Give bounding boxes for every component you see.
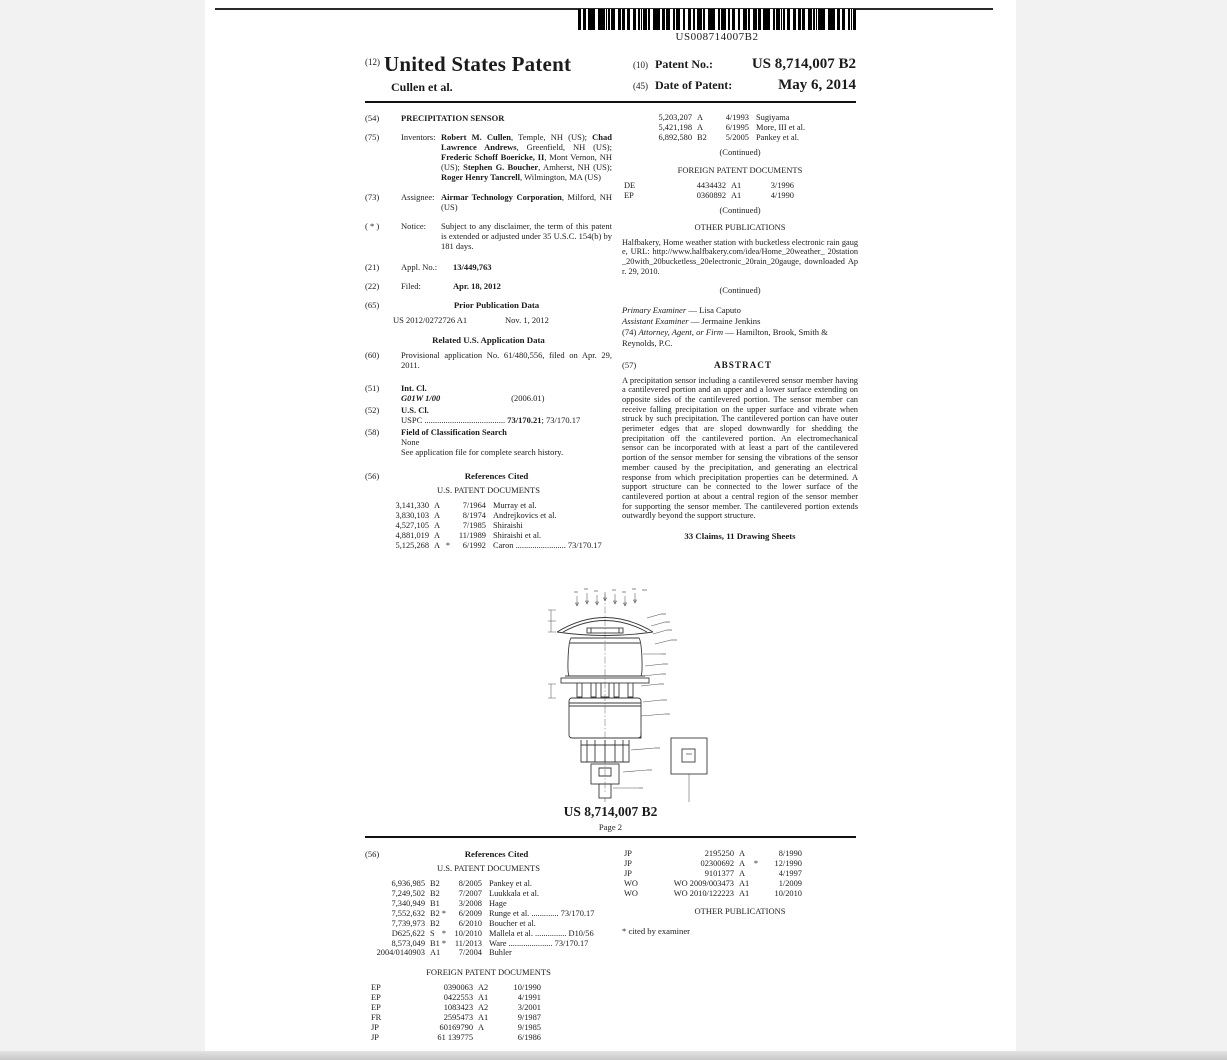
page2-foreign-right bbox=[624, 849, 858, 899]
date-label: Date of Patent: bbox=[655, 78, 733, 92]
search-line2: See application file for complete search history. bbox=[401, 447, 564, 458]
us-refs-left bbox=[379, 501, 612, 551]
electronics-box bbox=[671, 738, 707, 774]
patent-no-value: US 8,714,007 B2 bbox=[751, 56, 856, 72]
page2-field-56: (56) References Cited bbox=[365, 849, 612, 859]
page2-left-column bbox=[365, 849, 612, 1047]
field-51-int-cl: (51) Int. Cl. G01W 1/00 (2006.01) bbox=[365, 382, 545, 403]
inid-10: (10) bbox=[633, 60, 648, 70]
search-label: Field of Classification Search bbox=[401, 426, 507, 437]
assistant-examiner-line: Assistant Examiner — Jermaine Jenkins bbox=[622, 315, 761, 326]
field-21-appl-no: (21) Appl. No.: 13/449,763 bbox=[365, 262, 612, 272]
us-ref-row: 2004/0140903 A1 7/2004 Buhler bbox=[376, 948, 512, 958]
us-ref-row: 7,340,949 B1 3/2008 Hage bbox=[391, 898, 507, 908]
us-ref-row: 6,936,985 B2 8/2005 Pankey et al. bbox=[391, 879, 533, 889]
field-54-title: (54) PRECIPITATION SENSOR bbox=[365, 113, 612, 123]
patent-date-row bbox=[633, 77, 856, 94]
examiner-block bbox=[622, 305, 858, 350]
foreign-ref-row: EP 0390063 A2 10/1990 bbox=[371, 983, 541, 993]
sensor-dome bbox=[557, 618, 653, 636]
cited-by-examiner: * cited by examiner bbox=[622, 925, 691, 936]
byline: Cullen et al. bbox=[391, 80, 453, 94]
foreign-ref-row: JP 9101377 A 4/1997 bbox=[624, 868, 802, 878]
inid-45: (45) bbox=[633, 81, 648, 91]
page2-label: Page 2 bbox=[598, 822, 623, 832]
header-rule bbox=[365, 101, 856, 103]
foreign-docs-heading: FOREIGN PATENT DOCUMENTS bbox=[677, 164, 803, 175]
continued-note: (Continued) bbox=[719, 284, 761, 295]
references-heading: References Cited bbox=[464, 471, 529, 482]
patent-page bbox=[205, 0, 1016, 1053]
us-ref-row: 3,830,103 A 8/1974 Andrejkovics et al. bbox=[395, 511, 557, 521]
invention-title: PRECIPITATION SENSOR bbox=[401, 113, 505, 123]
assignee-text: Airmar Technology Corporation, Milford, NH (US) bbox=[441, 191, 612, 212]
field-73-assignee: (73) Assignee: Airmar Technology Corporation, Milford, NH (US) bbox=[365, 191, 612, 212]
page2-right-column bbox=[622, 849, 858, 936]
us-ref-row: 4,881,019 A 11/1989 Shiraishi et al. bbox=[395, 530, 542, 540]
foreign-ref-row: JP 2195250 A 8/1990 bbox=[624, 849, 802, 858]
us-ref-row: 7,249,502 B2 7/2007 Luukkala et al. bbox=[391, 889, 539, 898]
prior-pub-date: Nov. 1, 2012 bbox=[505, 315, 549, 326]
us-ref-row: 5,203,207 A 4/1993 Sugiyama bbox=[658, 113, 790, 122]
us-ref-row: D625,622 S * 10/2010 Mallela et al. ............... D10/56 bbox=[391, 928, 594, 938]
mounting-nut bbox=[581, 740, 629, 762]
prior-pub-number: US 2012/0272726 A1 bbox=[393, 315, 468, 326]
appl-no-value: 13/449,763 bbox=[453, 262, 492, 273]
continued-note: (Continued) bbox=[719, 146, 761, 157]
foreign-ref-row: EP 0360892 A1 4/1990 bbox=[624, 190, 794, 200]
primary-examiner-line: Primary Examiner — Lisa Caputo bbox=[622, 304, 741, 315]
page2-foreign-heading: FOREIGN PATENT DOCUMENTS bbox=[426, 967, 551, 978]
patent-figure bbox=[543, 588, 751, 802]
filed-value: Apr. 18, 2012 bbox=[453, 281, 501, 292]
related-data-heading: Related U.S. Application Data bbox=[432, 335, 545, 346]
patent-number-row bbox=[633, 56, 856, 73]
us-ref-row: 7,552,632 B2 * 6/2009 Runge et al. ............. 73/170.17 bbox=[391, 908, 595, 918]
us-ref-row: 7,739,973 B2 6/2010 Boucher et al. bbox=[391, 918, 536, 928]
foreign-ref-row: JP 60169790 A 9/1985 bbox=[371, 1022, 541, 1032]
int-cl-date: (2006.01) bbox=[511, 392, 545, 403]
us-ref-row: 6,892,580 B2 5/2005 Pankey et al. bbox=[658, 132, 800, 142]
patent-no-label: Patent No.: bbox=[655, 57, 713, 71]
left-column bbox=[365, 113, 612, 555]
barcode-icon bbox=[578, 9, 856, 30]
other-pubs-heading: OTHER PUBLICATIONS bbox=[694, 221, 786, 232]
barcode-number: US008714007B2 bbox=[675, 31, 759, 43]
page2-us-docs-heading: U.S. PATENT DOCUMENTS bbox=[437, 863, 540, 874]
foreign-ref-row: DE 4434432 A1 3/1996 bbox=[624, 180, 794, 190]
page2-us-refs bbox=[371, 879, 612, 958]
int-cl-label: Int. Cl. bbox=[401, 382, 427, 393]
field-notice: ( * ) Notice: Subject to any disclaimer, the term of this patent is extended or adjusted under 35 U.S.C. 154(b) by 181 days. bbox=[365, 220, 612, 251]
attorney-line: (74) Attorney, Agent, or Firm — Hamilton, Brook, Smith & Reynolds, P.C. bbox=[622, 327, 828, 349]
us-ref-row: 8,573,049 B1 * 11/2013 Ware ..................... 73/170.17 bbox=[391, 938, 589, 948]
inid-57: (57) bbox=[622, 359, 637, 370]
foreign-ref-row: WO WO 2010/122223 A1 10/2010 bbox=[624, 888, 802, 898]
field-75-inventors: (75) Inventors: Robert M. Cullen, Temple, NH (US); Chad Lawrence Andrews, Greenfield, NH (US); Frederic Schoff Boericke, II, Mont Vernon, NH (US); Stephen G. Boucher, Amherst, NH (US); Roger Henry Tancrell, Wilmington, MA (US) bbox=[365, 132, 613, 183]
abstract-heading: ABSTRACT bbox=[713, 359, 773, 370]
rain-arrows-icon bbox=[576, 592, 637, 606]
foreign-ref-row: EP 1083423 A2 3/2001 bbox=[371, 1003, 541, 1013]
foreign-ref-row: JP 02300692 A * 12/1990 bbox=[624, 858, 802, 868]
foreign-ref-row: EP 0422553 A1 4/1991 bbox=[371, 993, 541, 1003]
notice-text: Subject to any disclaimer, the term of this patent is extended or adjusted under 35 U.S.C. 154(b) by 181 days. bbox=[441, 220, 612, 251]
field-58-search: (58) Field of Classification Search None See application file for complete search history. bbox=[365, 426, 564, 458]
us-refs-right bbox=[642, 113, 858, 143]
field-22-filed: (22) Filed: Apr. 18, 2012 bbox=[365, 281, 612, 291]
page2-other-pubs-heading: OTHER PUBLICATIONS bbox=[694, 905, 786, 916]
inid-12: (12) bbox=[365, 57, 380, 67]
us-ref-row: 4,527,105 A 7/1985 Shiraishi bbox=[395, 521, 523, 531]
field-60-provisional: (60) Provisional application No. 61/480,556, filed on Apr. 29, 2011. bbox=[365, 350, 612, 371]
right-column bbox=[622, 113, 858, 541]
dimension-marks bbox=[548, 610, 556, 698]
foreign-ref-row: FR 2595473 A1 9/1987 bbox=[371, 1013, 541, 1023]
inventors-text: Robert M. Cullen, Temple, NH (US); Chad Lawrence Andrews, Greenfield, NH (US); Frederic Schoff Boericke, II, Mont Vernon, NH (US); Stephen G. Boucher, Amherst, NH (US); Roger Henry Tancrell, Wilmington, MA (US) bbox=[441, 132, 613, 183]
foreign-ref-row: WO WO 2009/003473 A1 1/2009 bbox=[624, 878, 802, 888]
page2-references-heading: References Cited bbox=[464, 849, 529, 859]
continued-note: (Continued) bbox=[719, 204, 761, 215]
other-pub-paragraph: Halfbakery, Home weather station with bucketless electronic rain gauge, URL: http://www.halfbakery.com/idea/Home_20weather_ 20station_20with_20bucketless_20electronic_20rain_20gauge, downloaded Apr. 29, 2010. bbox=[622, 237, 858, 276]
prior-pub-row bbox=[393, 315, 612, 325]
us-ref-row: 5,421,198 A 6/1995 More, III et al. bbox=[658, 122, 806, 132]
foreign-ref-row: JP 61 139775 6/1986 bbox=[371, 1032, 541, 1042]
us-patent-docs-heading: U.S. PATENT DOCUMENTS bbox=[437, 485, 540, 496]
provisional-text: Provisional application No. 61/480,556, filed on Apr. 29, 2011. bbox=[401, 350, 612, 371]
barcode-block bbox=[577, 9, 857, 43]
uspc-line: USPC ...................................... 73/170.21; 73/170.17 bbox=[401, 414, 581, 425]
page-title: United States Patent bbox=[384, 52, 572, 76]
page-cutoff-shadow bbox=[0, 1051, 1227, 1060]
us-ref-row: 3,141,330 A 7/1964 Murray et al. bbox=[395, 501, 537, 511]
page2-header bbox=[365, 804, 856, 832]
date-value: May 6, 2014 bbox=[778, 77, 856, 93]
field-52-us-cl: (52) U.S. Cl. USPC ...................................... 73/170.21; 73/170.17 bbox=[365, 404, 581, 425]
foreign-refs bbox=[624, 181, 858, 201]
page2-foreign-left bbox=[371, 983, 612, 1042]
stem-and-cable bbox=[591, 764, 689, 802]
us-cl-label: U.S. Cl. bbox=[401, 404, 429, 415]
field-56-references: (56) References Cited bbox=[365, 471, 612, 481]
abstract-text: A precipitation sensor including a cantilevered sensor member having a cantilevered portion and an upper and a lower surface extending on opposite sides of the cantilevered portion. The sensor member can receive falling precipitation on the upper surface and vibrate when struck by such precipitation. The cantilevered portion can have outer perimeter edges that are sloped downwardly for shedding the precipitation off the cantilevered portion. An electromechanical sensor can be incorporated with at least a part of the cantilevered portion of the sensor member for sensing the vibrations of the sensor member caused by the precipitation, and generating an electrical response from which precipitation properties can be determined. A support structure can be connected to the lower surface of the cantilevered portion at about a central region of the sensor member for supporting the sensor member. The cantilevered portion extends outwardly beyond the support structure. bbox=[622, 375, 858, 521]
abstract-heading-row bbox=[622, 360, 858, 370]
field-65-prior-pub: (65) Prior Publication Data bbox=[365, 300, 612, 310]
page2-patent-number: US 8,714,007 B2 bbox=[563, 804, 658, 819]
us-ref-row: 5,125,268 A * 6/1992 Caron ........................ 73/170.17 bbox=[395, 540, 602, 550]
prior-pub-heading: Prior Publication Data bbox=[453, 300, 540, 311]
search-line1: None bbox=[401, 436, 420, 447]
int-cl-code: G01W 1/00 bbox=[401, 392, 441, 403]
claims-line: 33 Claims, 11 Drawing Sheets bbox=[684, 531, 796, 542]
page2-rule bbox=[365, 836, 856, 838]
